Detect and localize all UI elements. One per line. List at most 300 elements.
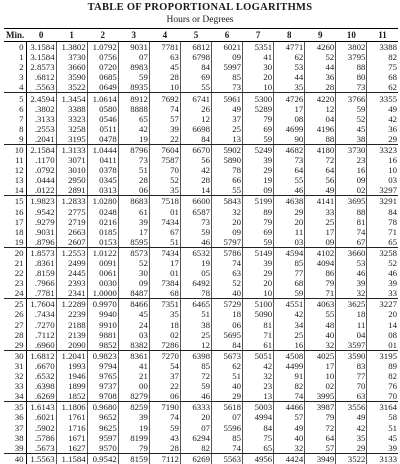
log-value-cell: 6670 [180, 144, 211, 155]
log-value-cell: 9940 [87, 309, 118, 319]
log-value-cell: 3995 [305, 391, 336, 402]
log-value-cell: 74 [336, 227, 367, 237]
log-value-cell: 0.9680 [87, 402, 118, 413]
log-value-cell: 78 [212, 165, 243, 175]
minute-cell: 24 [4, 288, 26, 299]
log-value-cell: 4260 [305, 42, 336, 53]
log-value-cell: 21 [118, 371, 149, 381]
log-value-cell: 72 [305, 155, 336, 165]
log-value-cell: 3297 [367, 185, 398, 196]
log-value-cell: 0153 [87, 237, 118, 248]
log-value-cell: 02 [149, 330, 180, 340]
log-value-cell: 53 [274, 62, 305, 72]
log-value-cell: 29 [367, 134, 398, 145]
log-value-cell: 68 [274, 278, 305, 288]
log-value-cell: 0185 [87, 227, 118, 237]
header-min: Min. [6, 30, 25, 40]
log-value-cell: 5890 [212, 155, 243, 165]
header-hour-6: 6 [212, 29, 243, 42]
log-value-cell: 4025 [305, 350, 336, 361]
log-value-cell: 4141 [305, 196, 336, 207]
log-value-cell: 33 [305, 207, 336, 217]
table-row [4, 288, 398, 299]
log-value-cell: 6021 [212, 42, 243, 53]
table-row [4, 82, 398, 93]
log-value-cell: 7190 [149, 402, 180, 413]
log-value-cell: 02 [336, 185, 367, 196]
log-value-cell: .2041 [26, 134, 56, 145]
log-value-cell: 28 [118, 175, 149, 185]
log-value-cell: 01 [149, 207, 180, 217]
log-value-cell: 55 [212, 185, 243, 196]
log-value-cell: 07 [212, 412, 243, 422]
log-value-cell: 45 [336, 124, 367, 134]
log-value-cell: 0216 [87, 217, 118, 227]
log-value-cell: 52 [149, 175, 180, 185]
log-value-cell: 4466 [274, 402, 305, 413]
header-hour-5: 5 [180, 29, 211, 42]
log-value-cell: 63 [336, 391, 367, 402]
log-value-cell: 6600 [180, 196, 211, 207]
log-value-cell: 51 [118, 165, 149, 175]
table-row [4, 320, 398, 330]
table-row [4, 124, 398, 134]
log-value-cell: 45 [118, 309, 149, 319]
log-value-cell: 39 [118, 217, 149, 227]
log-value-cell: 8159 [118, 453, 149, 464]
table-row [4, 175, 398, 185]
header-hour-3: 3 [118, 29, 149, 42]
log-value-cell: 4682 [274, 144, 305, 155]
log-value-cell: .3133 [26, 114, 56, 124]
table-row [4, 217, 398, 227]
minute-cell: 16 [4, 207, 26, 217]
log-value-cell: 6698 [180, 124, 211, 134]
minute-cell: 19 [4, 237, 26, 248]
log-value-cell: 0580 [87, 104, 118, 114]
log-value-cell: 59 [180, 227, 211, 237]
log-value-cell: 41 [243, 52, 274, 62]
log-value-cell: 78 [180, 288, 211, 299]
log-value-cell: 53 [336, 258, 367, 268]
log-value-cell: 39 [243, 155, 274, 165]
log-value-cell: 02 [305, 381, 336, 391]
log-value-cell: 9881 [87, 330, 118, 340]
minute-cell: 2 [4, 62, 26, 72]
log-value-cell: 59 [180, 381, 211, 391]
table-row [4, 104, 398, 114]
minute-cell: 28 [4, 330, 26, 340]
header-hour-1: 1 [56, 29, 87, 42]
log-value-cell: 8796 [118, 144, 149, 155]
table-row [4, 237, 398, 248]
log-value-cell: 19 [118, 422, 149, 432]
minute-cell: 22 [4, 268, 26, 278]
log-value-cell: 40 [274, 433, 305, 443]
header-hour-2: 2 [87, 29, 118, 42]
log-value-cell: 36 [388, 123, 397, 134]
log-value-cell: 82 [388, 371, 397, 382]
minute-cell: 12 [4, 165, 26, 175]
log-value-cell: 5149 [243, 247, 274, 258]
minute-cell: 32 [4, 371, 26, 381]
log-value-cell: 29 [274, 207, 305, 217]
log-value-cell: 2090 [56, 340, 87, 351]
log-value-cell: 2891 [56, 185, 87, 196]
log-value-cell: 71 [388, 226, 397, 237]
minute-cell: 27 [4, 320, 26, 330]
log-value-cell: 1.0444 [87, 144, 118, 155]
log-value-cell: 46 [336, 268, 367, 278]
log-value-cell: .7966 [26, 278, 56, 288]
log-value-cell: 3355 [379, 93, 397, 104]
log-value-cell: 3010 [56, 165, 87, 175]
log-value-cell: 69 [180, 72, 211, 82]
table-row [4, 185, 398, 196]
log-value-cell: 3590 [336, 350, 367, 361]
log-value-cell: 73 [274, 155, 305, 165]
log-value-cell: 08 [388, 329, 397, 340]
log-value-cell: 3522 [56, 82, 87, 93]
table-row [4, 268, 398, 278]
log-value-cell: 5695 [212, 330, 243, 340]
log-value-cell: 4638 [274, 196, 305, 207]
log-value-cell: 7434 [149, 217, 180, 227]
minute-cell: 38 [4, 433, 26, 443]
log-value-cell: 42 [388, 113, 397, 124]
log-value-cell: 63 [212, 268, 243, 278]
log-value-cell: 9570 [87, 443, 118, 454]
log-value-cell: 06 [118, 185, 149, 196]
log-value-cell: .5786 [26, 433, 56, 443]
log-value-cell: 73 [118, 155, 149, 165]
log-value-cell: 19 [243, 175, 274, 185]
log-value-cell: 61 [118, 207, 149, 217]
log-value-cell: 10 [243, 288, 274, 299]
log-value-cell: 1.8573 [26, 247, 56, 258]
log-value-cell: 3556 [336, 402, 367, 413]
log-value-cell: 5729 [212, 299, 243, 310]
log-value-cell: 84 [243, 422, 274, 432]
log-value-cell: 1.0614 [87, 93, 118, 104]
log-value-cell: 84 [212, 340, 243, 351]
proportional-logarithms-table [4, 28, 398, 464]
log-value-cell: 3949 [305, 453, 336, 464]
log-value-cell: 17 [305, 361, 336, 371]
log-value-cell: 74 [149, 412, 180, 422]
log-value-cell: 01 [149, 268, 180, 278]
log-value-cell: 71 [243, 330, 274, 340]
log-value-cell: 12 [180, 340, 211, 351]
log-value-cell: 5618 [212, 402, 243, 413]
log-value-cell: 71 [305, 288, 336, 299]
log-value-cell: 6398 [180, 350, 211, 361]
log-value-cell: 74 [212, 258, 243, 268]
minute-cell: 9 [4, 134, 26, 145]
log-value-cell: 12 [305, 104, 336, 114]
minute-cell: 10 [4, 144, 26, 155]
log-value-cell: 11 [274, 227, 305, 237]
table-title: TABLE OF PROPORTIONAL LOGARITHMS [87, 2, 313, 13]
table-row [4, 258, 398, 268]
log-value-cell: 3133 [379, 453, 397, 464]
log-value-cell: 7384 [149, 278, 180, 288]
log-value-cell: 0378 [87, 165, 118, 175]
log-value-cell: 2239 [56, 309, 87, 319]
log-value-cell: 63 [149, 52, 180, 62]
log-value-cell: 0720 [87, 62, 118, 72]
log-value-cell: 7270 [149, 350, 180, 361]
log-value-cell: 32 [336, 288, 367, 299]
log-value-cell: 8259 [118, 402, 149, 413]
log-value-cell: 85 [274, 258, 305, 268]
log-value-cell: 2341 [56, 288, 87, 299]
log-value-cell: .7270 [26, 320, 56, 330]
log-value-cell: 32 [305, 340, 336, 351]
log-value-cell: 70 [367, 391, 398, 402]
log-value-cell: 5003 [243, 402, 274, 413]
log-value-cell: 5351 [243, 42, 274, 53]
log-value-cell: 20 [180, 412, 211, 422]
log-value-cell: .0792 [26, 165, 56, 175]
log-value-cell: 3597 [336, 340, 367, 351]
table-row [4, 433, 398, 443]
log-value-cell: 49 [305, 185, 336, 196]
log-value-cell: 39 [388, 278, 397, 289]
log-value-cell: 4699 [274, 124, 305, 134]
log-value-cell: 17 [274, 104, 305, 114]
log-value-cell: 14 [180, 185, 211, 196]
log-value-cell: 1.6143 [26, 402, 56, 413]
log-value-cell: 83 [336, 361, 367, 371]
log-value-cell: 20 [274, 217, 305, 227]
log-value-cell: 85 [180, 361, 211, 371]
log-value-cell: 4551 [274, 299, 305, 310]
log-value-cell: 3164 [379, 402, 397, 413]
log-value-cell: 6587 [180, 207, 211, 217]
log-value-cell: 20 [212, 217, 243, 227]
minute-cell: 39 [4, 443, 26, 454]
table-row [4, 72, 398, 82]
log-value-cell: 16 [336, 165, 367, 175]
log-value-cell: 3730 [56, 52, 87, 62]
log-value-cell: 73 [180, 217, 211, 227]
log-value-cell: 5300 [243, 93, 274, 104]
log-value-cell: 7604 [149, 144, 180, 155]
log-value-cell: 8912 [118, 93, 149, 104]
log-value-cell: 42 [274, 309, 305, 319]
table-subtitle: Hours or Degrees [166, 15, 234, 25]
log-value-cell: 8466 [118, 299, 149, 310]
log-value-cell: 1.3802 [56, 42, 87, 53]
log-value-cell: 6333 [180, 402, 211, 413]
log-value-cell: 5673 [212, 350, 243, 361]
log-value-cell: 69 [243, 227, 274, 237]
log-value-cell: 39 [149, 124, 180, 134]
log-value-cell: .7434 [26, 309, 56, 319]
log-value-cell: 1899 [56, 381, 87, 391]
log-value-cell: 59 [243, 134, 274, 145]
log-value-cell: 65 [118, 114, 149, 124]
log-value-cell: 79 [243, 114, 274, 124]
log-value-cell: 5596 [212, 422, 243, 432]
log-value-cell: 66 [212, 175, 243, 185]
table-row [4, 42, 398, 53]
log-value-cell: .9279 [26, 217, 56, 227]
log-value-cell: 54 [149, 361, 180, 371]
table-row [4, 361, 398, 371]
log-value-cell: 5902 [212, 144, 243, 155]
log-value-cell: 0756 [87, 52, 118, 62]
log-value-cell: 85 [212, 433, 243, 443]
table-row [4, 227, 398, 237]
log-value-cell: 5843 [212, 196, 243, 207]
log-value-cell: 20 [388, 309, 397, 320]
log-value-cell: 4771 [274, 42, 305, 53]
log-value-cell: 62 [367, 82, 398, 93]
log-value-cell: .2553 [26, 124, 56, 134]
log-value-cell: 18 [336, 309, 367, 319]
log-value-cell: 44 [305, 62, 336, 72]
log-value-cell: 2393 [56, 278, 87, 288]
log-value-cell: 9765 [87, 371, 118, 381]
log-value-cell: 4102 [305, 247, 336, 258]
log-value-cell: 3323 [379, 144, 397, 155]
log-value-cell: 07 [118, 52, 149, 62]
log-value-cell: 46 [180, 237, 211, 248]
log-value-cell: 4956 [243, 453, 274, 464]
log-value-cell: .3802 [26, 104, 56, 114]
log-value-cell: .8796 [26, 237, 56, 248]
log-value-cell: 1852 [56, 391, 87, 402]
log-value-cell: 0091 [87, 258, 118, 268]
log-value-cell: 10 [149, 82, 180, 93]
log-value-cell: 81 [336, 217, 367, 227]
log-value-cell: 5997 [212, 62, 243, 72]
log-value-cell: 77 [336, 371, 367, 381]
log-value-cell: 7781 [149, 42, 180, 53]
table-row [4, 207, 398, 217]
log-value-cell: 3388 [379, 42, 397, 53]
log-value-cell: 59 [118, 72, 149, 82]
log-value-cell: 2719 [56, 217, 87, 227]
log-value-cell: 78 [388, 216, 397, 227]
table-row [4, 155, 398, 165]
log-value-cell: 1.5563 [26, 453, 56, 464]
minute-cell: 23 [4, 278, 26, 288]
log-value-cell: 29 [243, 268, 274, 278]
log-value-cell: 03 [118, 330, 149, 340]
log-value-cell: 70 [149, 165, 180, 175]
log-value-cell: 25 [274, 330, 305, 340]
log-value-cell: 7518 [149, 196, 180, 207]
log-value-cell: 84 [180, 62, 211, 72]
log-value-cell: 1761 [56, 412, 87, 422]
log-value-cell: 22 [149, 381, 180, 391]
log-value-cell: .0444 [26, 175, 56, 185]
log-value-cell: 3795 [336, 52, 367, 62]
log-value-cell: 32 [243, 371, 274, 381]
log-value-cell: 80 [336, 72, 367, 82]
log-value-cell: 40 [212, 288, 243, 299]
header-hour-7: 7 [243, 29, 274, 42]
log-value-cell: 1946 [56, 371, 87, 381]
log-value-cell: 1.3133 [56, 144, 87, 155]
log-value-cell: 55 [305, 309, 336, 319]
log-value-cell: 37 [149, 371, 180, 381]
log-value-cell: 52 [118, 258, 149, 268]
log-value-cell: 35 [274, 82, 305, 93]
log-value-cell: 0411 [87, 155, 118, 165]
log-value-cell: 49 [212, 104, 243, 114]
table-row [4, 62, 398, 72]
log-value-cell: 6465 [180, 299, 211, 310]
minute-cell: 4 [4, 82, 26, 93]
log-value-cell: 79 [305, 278, 336, 288]
log-value-cell: 8983 [118, 62, 149, 72]
log-value-cell: .9542 [26, 207, 56, 217]
log-value-cell: 0478 [87, 134, 118, 145]
log-value-cell: 1.2553 [56, 247, 87, 258]
table-row [4, 165, 398, 175]
log-value-cell: 9708 [87, 391, 118, 402]
log-value-cell: 5563 [212, 453, 243, 464]
minute-cell: 6 [4, 104, 26, 114]
log-value-cell: 09 [212, 227, 243, 237]
log-value-cell: 72 [305, 422, 336, 432]
log-value-cell: 7692 [149, 93, 180, 104]
log-value-cell: 01 [367, 340, 398, 351]
log-value-cell: 28 [149, 72, 180, 82]
log-value-cell: 19 [118, 134, 149, 145]
minute-cell: 25 [4, 299, 26, 310]
log-value-cell: 20 [243, 72, 274, 82]
table-row [4, 381, 398, 391]
log-value-cell: 40 [212, 381, 243, 391]
log-value-cell: 6294 [180, 433, 211, 443]
log-value-cell: 51 [388, 422, 397, 433]
log-value-cell: 23 [336, 155, 367, 165]
log-value-cell: 0313 [87, 185, 118, 196]
log-value-cell: 2139 [56, 330, 87, 340]
log-value-cell: 1671 [56, 433, 87, 443]
log-value-cell: 06 [149, 391, 180, 402]
log-value-cell: 1.1584 [56, 453, 87, 464]
log-value-cell: .7781 [26, 288, 56, 299]
log-value-cell: 3660 [56, 62, 87, 72]
log-value-cell: 88 [336, 207, 367, 217]
log-value-cell: 5786 [212, 247, 243, 258]
log-value-cell: 4499 [274, 361, 305, 371]
log-value-cell: 51 [149, 237, 180, 248]
minute-cell: 34 [4, 391, 26, 402]
log-value-cell: 09 [336, 175, 367, 185]
log-value-cell: .6021 [26, 412, 56, 422]
log-value-cell: 4063 [305, 299, 336, 310]
table-row [4, 309, 398, 319]
log-value-cell: 18 [212, 309, 243, 319]
log-value-cell: 55 [180, 82, 211, 93]
log-value-cell: 44 [274, 72, 305, 82]
table-row [4, 52, 398, 62]
log-value-cell: 51 [212, 371, 243, 381]
log-value-cell: 52 [212, 278, 243, 288]
log-value-cell: 8935 [118, 82, 149, 93]
table-row [4, 299, 398, 310]
log-value-cell: 65 [367, 237, 398, 248]
log-value-cell: .8159 [26, 268, 56, 278]
table-row [4, 350, 398, 361]
